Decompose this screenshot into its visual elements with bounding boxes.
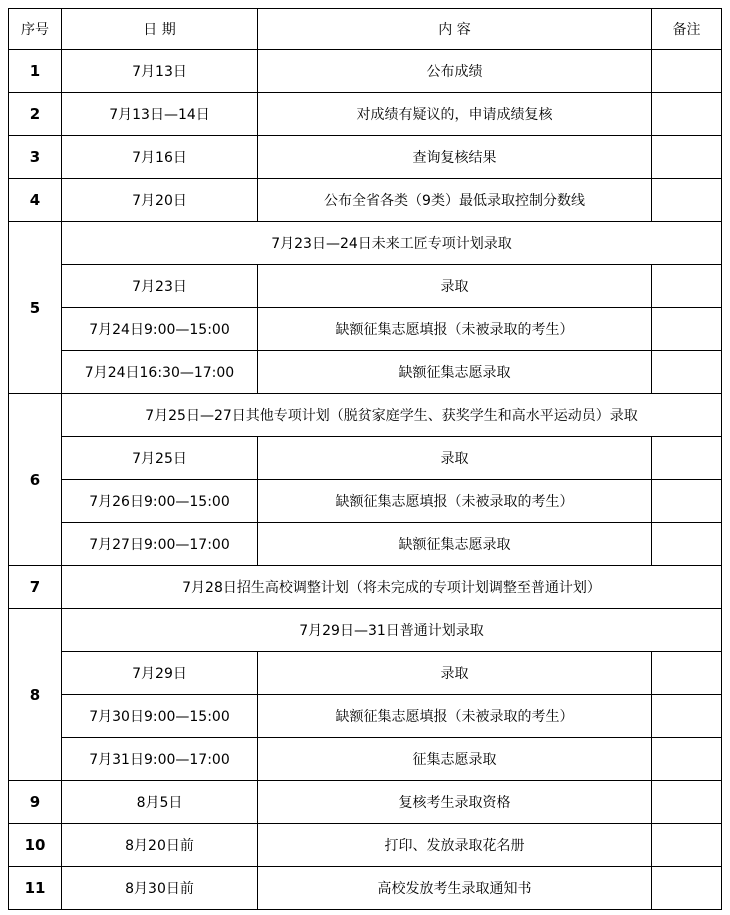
row-date: 7月26日9:00—15:00 — [62, 480, 258, 523]
row-content: 公布全省各类（9类）最低录取控制分数线 — [258, 179, 652, 222]
row-number: 9 — [9, 781, 62, 824]
row-remarks — [652, 523, 722, 566]
table-row — [9, 50, 722, 93]
row-number: 7 — [9, 566, 62, 609]
header-date: 日 期 — [62, 9, 258, 50]
row-remarks — [652, 824, 722, 867]
row-remarks — [652, 50, 722, 93]
row-date: 7月13日—14日 — [62, 93, 258, 136]
header-row — [9, 9, 722, 50]
row-content: 缺额征集志愿填报（未被录取的考生） — [258, 480, 652, 523]
row-number: 5 — [9, 222, 62, 394]
row-remarks — [652, 93, 722, 136]
table-row — [9, 867, 722, 910]
table-row — [9, 93, 722, 136]
table-row — [9, 265, 722, 308]
row-date: 7月29日 — [62, 652, 258, 695]
row-content: 征集志愿录取 — [258, 738, 652, 781]
row-remarks — [652, 781, 722, 824]
row-remarks — [652, 136, 722, 179]
row-remarks — [652, 308, 722, 351]
row-remarks — [652, 437, 722, 480]
row-remarks — [652, 695, 722, 738]
row-content: 对成绩有疑议的，申请成绩复核 — [258, 93, 652, 136]
table-row — [9, 652, 722, 695]
table-row — [9, 480, 722, 523]
table-row — [9, 523, 722, 566]
row-number: 4 — [9, 179, 62, 222]
group-title-row — [9, 609, 722, 652]
row-number: 3 — [9, 136, 62, 179]
table-row — [9, 824, 722, 867]
header-seq: 序号 — [9, 9, 62, 50]
header-remarks: 备注 — [652, 9, 722, 50]
table-row — [9, 351, 722, 394]
row-date: 7月30日9:00—15:00 — [62, 695, 258, 738]
row-remarks — [652, 351, 722, 394]
row-date: 7月31日9:00—17:00 — [62, 738, 258, 781]
row-content: 缺额征集志愿填报（未被录取的考生） — [258, 308, 652, 351]
row-remarks — [652, 867, 722, 910]
row-content: 录取 — [258, 437, 652, 480]
row-remarks — [652, 738, 722, 781]
row-number: 6 — [9, 394, 62, 566]
table-row — [9, 179, 722, 222]
row-date: 7月20日 — [62, 179, 258, 222]
group-title-row — [9, 222, 722, 265]
row-date: 8月30日前 — [62, 867, 258, 910]
row-date: 8月20日前 — [62, 824, 258, 867]
row-date: 7月13日 — [62, 50, 258, 93]
row-remarks — [652, 265, 722, 308]
row-date: 7月24日9:00—15:00 — [62, 308, 258, 351]
row-content: 缺额征集志愿录取 — [258, 351, 652, 394]
group-title-row — [9, 394, 722, 437]
row-number: 10 — [9, 824, 62, 867]
row-remarks — [652, 179, 722, 222]
row-date: 7月23日 — [62, 265, 258, 308]
group-title: 7月29日—31日普通计划录取 — [62, 609, 722, 652]
table-row — [9, 308, 722, 351]
header-content: 内 容 — [258, 9, 652, 50]
row-content: 查询复核结果 — [258, 136, 652, 179]
row-date: 7月16日 — [62, 136, 258, 179]
row-date: 7月27日9:00—17:00 — [62, 523, 258, 566]
row-content: 公布成绩 — [258, 50, 652, 93]
row-content: 录取 — [258, 265, 652, 308]
group-title: 7月23日—24日未来工匠专项计划录取 — [62, 222, 722, 265]
table-row — [9, 695, 722, 738]
group-title-row — [9, 566, 722, 609]
group-title: 7月25日—27日其他专项计划（脱贫家庭学生、获奖学生和高水平运动员）录取 — [62, 394, 722, 437]
schedule-table — [8, 8, 722, 910]
row-number: 8 — [9, 609, 62, 781]
row-remarks — [652, 652, 722, 695]
row-date: 7月24日16:30—17:00 — [62, 351, 258, 394]
row-remarks — [652, 480, 722, 523]
row-date: 7月25日 — [62, 437, 258, 480]
row-content: 复核考生录取资格 — [258, 781, 652, 824]
row-content: 高校发放考生录取通知书 — [258, 867, 652, 910]
row-content: 缺额征集志愿录取 — [258, 523, 652, 566]
row-number: 2 — [9, 93, 62, 136]
row-date: 8月5日 — [62, 781, 258, 824]
table-row — [9, 136, 722, 179]
row-content: 打印、发放录取花名册 — [258, 824, 652, 867]
row-content: 缺额征集志愿填报（未被录取的考生） — [258, 695, 652, 738]
table-row — [9, 781, 722, 824]
group-title: 7月28日招生高校调整计划（将未完成的专项计划调整至普通计划） — [62, 566, 722, 609]
row-number: 1 — [9, 50, 62, 93]
table-row — [9, 738, 722, 781]
row-content: 录取 — [258, 652, 652, 695]
row-number: 11 — [9, 867, 62, 910]
table-row — [9, 437, 722, 480]
